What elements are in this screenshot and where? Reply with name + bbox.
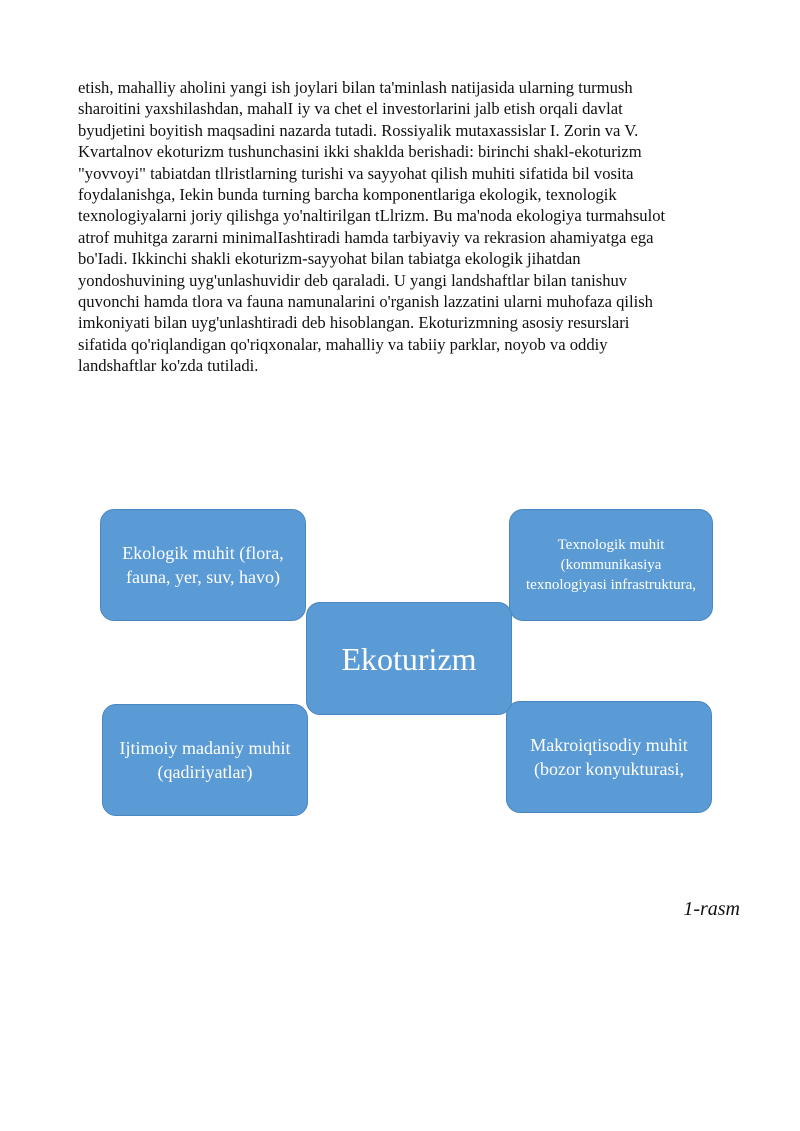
ecology-label: Ekologik muhit (flora, fauna, yer, suv, havo)	[122, 543, 284, 587]
center-label: Ekoturizm	[341, 640, 477, 677]
technology-box	[509, 509, 713, 621]
paragraph-line: "yovvoyi" tabiatdan tllristlarning turishi va sayyohat qilish muhiti sifatida bil vosita	[78, 163, 634, 183]
technology-label: Texnologik muhit (kommunikasiya texnologiyasi infrastruktura,	[526, 537, 696, 593]
social-box	[102, 704, 308, 816]
body-paragraph	[78, 77, 748, 377]
paragraph-line: Kvartalnov ekoturizm tushunchasini ikki shaklda berishadi: birinchi shakl-ekoturizm	[78, 142, 642, 162]
center-box	[306, 602, 512, 715]
paragraph-line: imkoniyati bilan uyg'unlashtiradi deb hisoblangan. Ekoturizmning asosiy resurslari	[78, 313, 630, 333]
paragraph-line: byudjetini boyitish maqsadini nazarda tutadi. Rossiyalik mutaxassislar I. Zorin va V.	[78, 120, 639, 140]
ecology-box	[100, 509, 306, 621]
macroeconomic-box	[506, 701, 712, 813]
paragraph-line: etish, mahalliy aholini yangi ish joylari bilan ta'minlash natijasida ularning turmush	[78, 78, 633, 97]
paragraph-line: foydalanishga, Iekin bunda turning barcha komponentlariga ekologik, texnologik	[78, 185, 617, 205]
social-label: Ijtimoiy madaniy muhit (qadiriyatlar)	[119, 738, 291, 782]
figure-caption: 1-rasm	[683, 898, 740, 920]
paragraph-line: sharoitini yaxshilashdan, mahalI iy va chet el investorlarini jalb etish orqali davlat	[78, 99, 623, 119]
paragraph-line: texnologiyalarni joriy qilishga yo'naltirilgan tLlrizm. Bu ma'noda ekologiya turmahsulot	[78, 206, 666, 226]
macroeconomic-label: Makroiqtisodiy muhit (bozor konyukturasi,	[530, 735, 688, 779]
paragraph-line: yondoshuvining uyg'unlashuvidir deb qaraladi. U yangi landshaftlar bilan tanishuv	[78, 270, 628, 290]
paragraph-line: sifatida qo'riqlandigan qo'riqxonalar, mahalliy va tabiiy parklar, noyob va oddiy	[78, 334, 608, 354]
paragraph-line: atrof muhitga zararni minimalIashtiradi hamda tarbiyaviy va rekrasion ahamiyatga ega	[78, 227, 654, 247]
paragraph-line: landshaftlar ko'zda tutiladi.	[78, 356, 259, 376]
paragraph-line: quvonchi hamda tlora va fauna namunalarini o'rganish lazzatini ularni muhofaza qilish	[78, 292, 653, 312]
paragraph-line: bo'Iadi. Ikkinchi shakli ekoturizm-sayyohat bilan tabiatga ekologik jihatdan	[78, 249, 581, 269]
